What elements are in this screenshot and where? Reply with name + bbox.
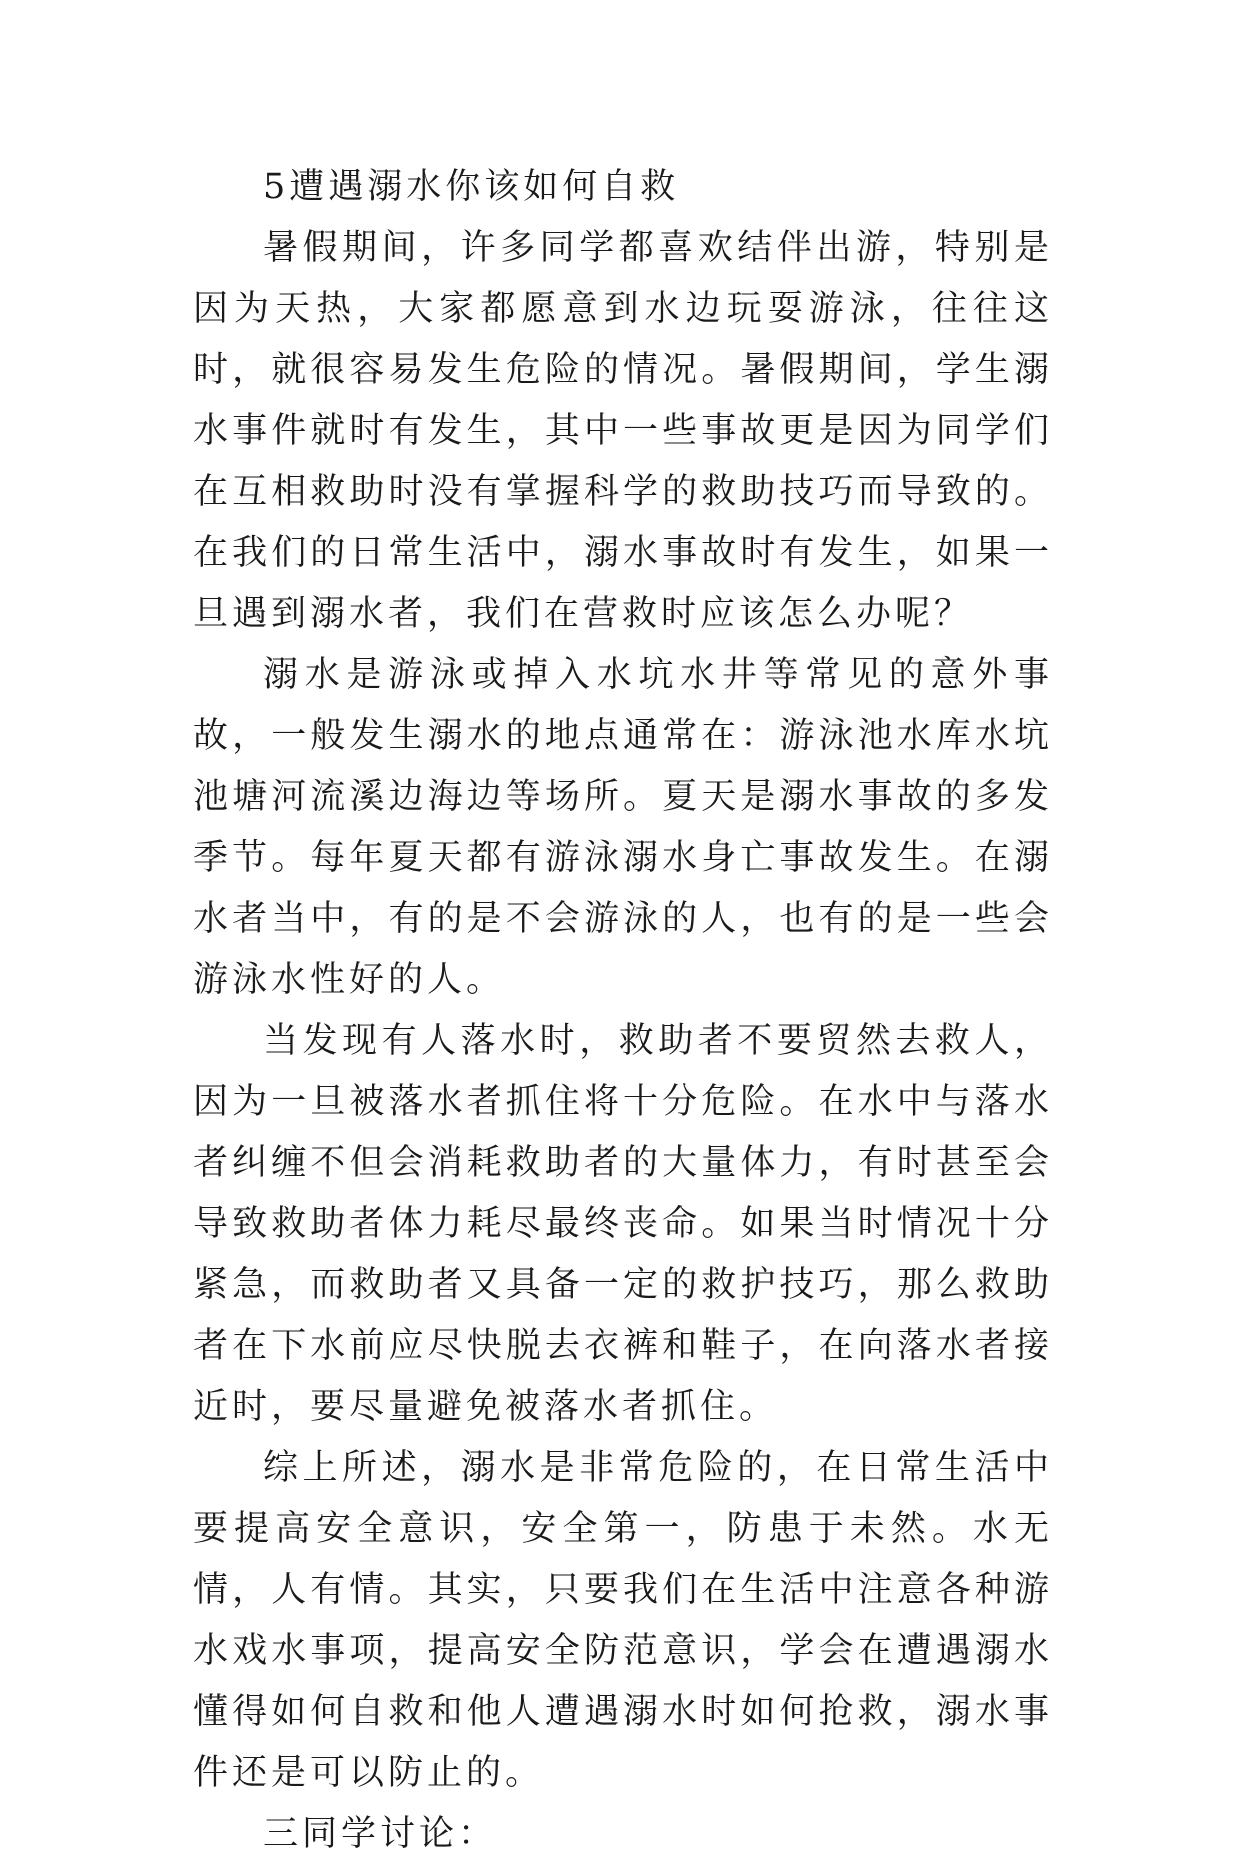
discussion-heading: 三同学讨论：	[263, 1814, 498, 1854]
document-page	[193, 157, 1053, 1865]
section-title: 5遭遇溺水你该如何自救	[263, 167, 680, 207]
paragraph-summer-outings: 暑假期间，许多同学都喜欢结伴出游，特别是因为天热，大家都愿意到水边玩耍游泳，往往这时，就很容易发生危险的情况。暑假期间，学生溺水事件就时有发生，其中一些事故更是因为同学们在互相救助时没有掌握科学的救助技巧而导致的。在我们的日常生活中，溺水事故时有发生，如果一旦遇到溺水者，我们在营救时应该怎么办呢？	[193, 228, 1053, 634]
paragraph-drowning-overview: 溺水是游泳或掉入水坑水井等常见的意外事故，一般发生溺水的地点通常在：游泳池水库水坑池塘河流溪边海边等场所。夏天是溺水事故的多发季节。每年夏天都有游泳溺水身亡事故发生。在溺水者当中，有的是不会游泳的人，也有的是一些会游泳水性好的人。	[193, 655, 1053, 1000]
paragraph-conclusion: 综上所述，溺水是非常危险的，在日常生活中要提高安全意识，安全第一，防患于未然。水无情，人有情。其实，只要我们在生活中注意各种游水戏水事项，提高安全防范意识，学会在遭遇溺水懂得如何自救和他人遭遇溺水时如何抢救，溺水事件还是可以防止的。	[193, 1448, 1053, 1793]
paragraph-rescue-advice: 当发现有人落水时，救助者不要贸然去救人，因为一旦被落水者抓住将十分危险。在水中与落水者纠缠不但会消耗救助者的大量体力，有时甚至会导致救助者体力耗尽最终丧命。如果当时情况十分紧急，而救助者又具备一定的救护技巧，那么救助者在下水前应尽快脱去衣裤和鞋子，在向落水者接近时，要尽量避免被落水者抓住。	[193, 1021, 1053, 1427]
